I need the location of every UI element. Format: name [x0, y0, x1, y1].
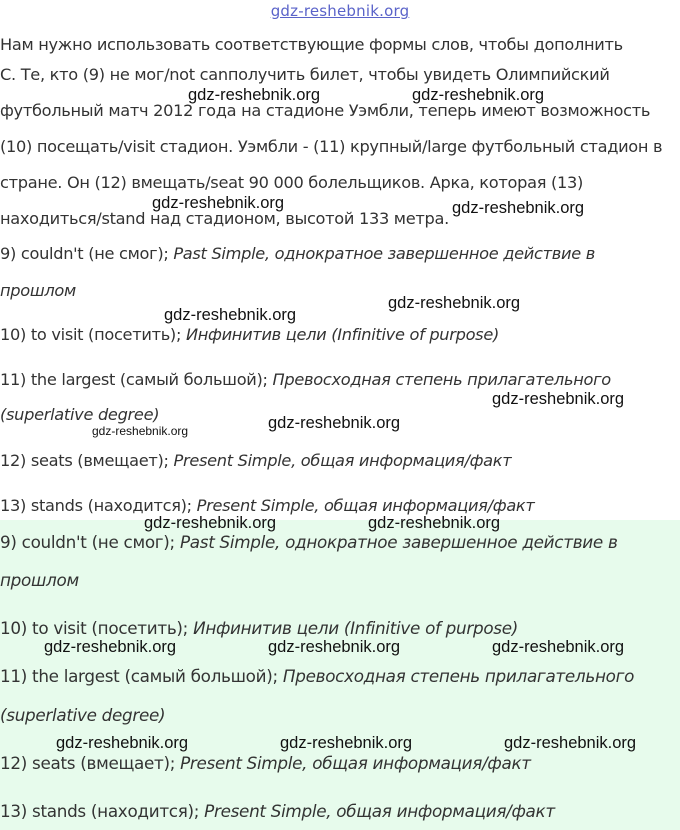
watermark: gdz-reshebnik.org: [492, 390, 625, 408]
answer-9-value: 9) couldn't (не смог);: [0, 244, 174, 263]
highlighted-answer-11: 11) the largest (самый большой); Превосходная степень прилагательного: [0, 666, 635, 686]
highlighted-answer-11-continued: (superlative degree): [0, 705, 166, 725]
watermark: gdz-reshebnik.org: [368, 514, 501, 532]
answer-11-explanation: Превосходная степень прилагательного: [272, 370, 611, 389]
watermark: gdz-reshebnik.org: [92, 424, 189, 438]
answer-11: [0, 370, 611, 389]
watermark: gdz-reshebnik.org: [44, 638, 177, 656]
task-line-3: футбольный матч 2012 года на стадионе Уэмбли, теперь имеют возможность: [0, 101, 651, 120]
watermark: gdz-reshebnik.org: [268, 638, 401, 656]
answer-12: [0, 451, 511, 470]
task-line-4: (10) посещать/visit стадион. Уэмбли - (11) крупный/large футбольный стадион в: [0, 137, 663, 156]
answer-12-explanation: Present Simple, общая информация/факт: [173, 451, 512, 470]
watermark: gdz-reshebnik.org: [268, 414, 401, 432]
highlighted-answer-13: 13) stands (находится); Present Simple, общая информация/факт: [0, 801, 555, 821]
watermark: gdz-reshebnik.org: [152, 194, 285, 212]
watermark: gdz-reshebnik.org: [504, 734, 637, 752]
watermark: gdz-reshebnik.org: [56, 734, 189, 752]
answer-9: [0, 244, 595, 263]
answer-9-continued: прошлом: [0, 281, 76, 300]
answer-11-value: 11) the largest (самый большой);: [0, 370, 273, 389]
answer-13: [0, 496, 535, 515]
answer-13-explanation: Present Simple, общая информация/факт: [196, 496, 535, 515]
watermark: gdz-reshebnik.org: [452, 199, 585, 217]
answer-10: [0, 325, 499, 344]
task-line-2: С. Те, кто (9) не мог/not canполучить билет, чтобы увидеть Олимпийский: [0, 65, 610, 84]
highlighted-answer-9-continued: прошлом: [0, 570, 79, 590]
answer-10-value: 10) to visit (посетить);: [0, 325, 186, 344]
answer-12-value: 12) seats (вмещает);: [0, 451, 174, 470]
watermark: gdz-reshebnik.org: [164, 306, 297, 324]
task-line-6: находиться/stand над стадионом, высотой 133 метра.: [0, 209, 449, 228]
watermark: gdz-reshebnik.org: [188, 86, 321, 104]
watermark: gdz-reshebnik.org: [492, 638, 625, 656]
task-line-1: Нам нужно использовать соответствующие формы слов, чтобы дополнить: [0, 35, 623, 54]
watermark: gdz-reshebnik.org: [280, 734, 413, 752]
answer-11-continued: (superlative degree): [0, 405, 160, 424]
answer-10-explanation: Инфинитив цели (Infinitive of purpose): [185, 325, 499, 344]
highlighted-answer-12: 12) seats (вмещает); Present Simple, общая информация/факт: [0, 753, 531, 773]
answer-13-value: 13) stands (находится);: [0, 496, 197, 515]
watermark: gdz-reshebnik.org: [144, 514, 277, 532]
answer-9-explanation: Past Simple, однократное завершенное действие в: [173, 244, 595, 263]
site-header-link[interactable]: gdz-reshebnik.org: [270, 2, 410, 20]
watermark: gdz-reshebnik.org: [412, 86, 545, 104]
highlighted-answer-9: 9) couldn't (не смог); Past Simple, однократное завершенное действие в: [0, 532, 618, 552]
highlighted-answer-10: 10) to visit (посетить); Инфинитив цели (Infinitive of purpose): [0, 618, 519, 638]
task-line-5: стране. Он (12) вмещать/seat 90 000 болельщиков. Арка, которая (13): [0, 173, 584, 192]
watermark: gdz-reshebnik.org: [388, 294, 521, 312]
